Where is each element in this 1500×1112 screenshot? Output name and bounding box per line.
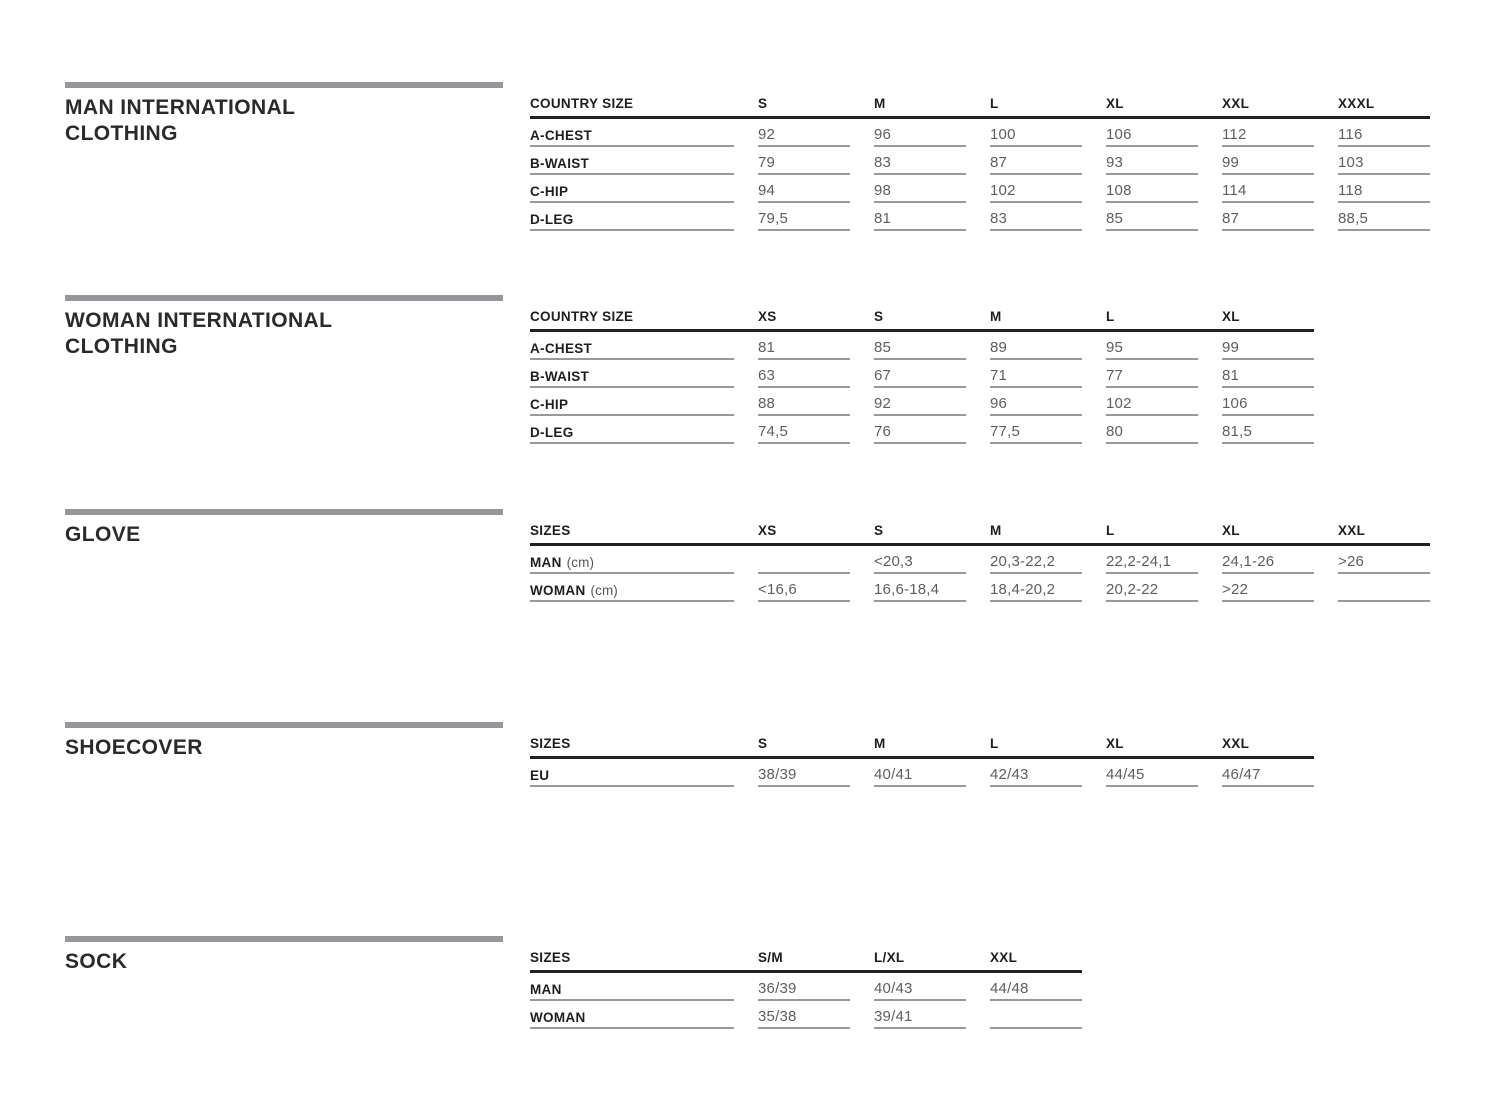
value-cell: 112	[1222, 119, 1314, 147]
table-header-row	[530, 305, 1314, 332]
row-label: B-WAIST	[530, 369, 590, 384]
value-cell: 79,5	[758, 203, 850, 231]
row-label-cell	[530, 175, 734, 203]
column-header: XS	[758, 523, 777, 538]
value-cell: 20,2-22	[1106, 574, 1198, 602]
column-header: XXL	[1222, 736, 1250, 751]
section-divider-bar	[65, 722, 503, 728]
section-glove	[65, 509, 1366, 598]
row-label: WOMAN	[530, 583, 586, 598]
value-cell: 71	[990, 360, 1082, 388]
row-label: C-HIP	[530, 397, 569, 412]
value-cell: 98	[874, 175, 966, 203]
value-cell: 39/41	[874, 1001, 966, 1029]
value-cell: >22	[1222, 574, 1314, 602]
section-title	[65, 95, 503, 147]
value-cell: 20,3-22,2	[990, 546, 1082, 574]
value-cell: 36/39	[758, 973, 850, 1001]
value-cell: 96	[874, 119, 966, 147]
column-header: XL	[1222, 523, 1240, 538]
value-cell: 79	[758, 147, 850, 175]
row-label: D-LEG	[530, 425, 574, 440]
value-cell: 81	[1222, 360, 1314, 388]
value-cell: 16,6-18,4	[874, 574, 966, 602]
value-cell	[1338, 574, 1430, 602]
section-title-line: CLOTHING	[65, 335, 178, 358]
value-cell: 102	[1106, 388, 1198, 416]
value-cell: 76	[874, 416, 966, 444]
column-header: S	[758, 96, 768, 111]
row-label: B-WAIST	[530, 156, 590, 171]
value-cell: 96	[990, 388, 1082, 416]
value-cell: 24,1-26	[1222, 546, 1314, 574]
value-cell: 99	[1222, 332, 1314, 360]
row-label: A-CHEST	[530, 128, 593, 143]
row-label-unit: (cm)	[566, 555, 595, 570]
value-cell: 89	[990, 332, 1082, 360]
value-cell: 81	[758, 332, 850, 360]
table-header-row	[530, 92, 1430, 119]
section-divider-bar	[65, 295, 503, 301]
table-row	[530, 119, 1430, 147]
value-cell: 103	[1338, 147, 1430, 175]
table-row	[530, 147, 1430, 175]
column-header: M	[990, 523, 1002, 538]
section-heading-block	[65, 936, 503, 975]
row-label-cell	[530, 973, 734, 1001]
value-cell: 44/48	[990, 973, 1082, 1001]
value-cell: 83	[874, 147, 966, 175]
table-header-row	[530, 946, 1082, 973]
value-cell: 67	[874, 360, 966, 388]
value-cell: 18,4-20,2	[990, 574, 1082, 602]
row-label: MAN	[530, 555, 562, 570]
value-cell: 99	[1222, 147, 1314, 175]
table-row	[530, 546, 1430, 574]
value-cell: 108	[1106, 175, 1198, 203]
row-label-cell	[530, 388, 734, 416]
value-cell: 35/38	[758, 1001, 850, 1029]
row-label: WOMAN	[530, 1010, 586, 1025]
column-header: L	[990, 96, 999, 111]
column-header: M	[990, 309, 1002, 324]
value-cell: 80	[1106, 416, 1198, 444]
value-cell: 85	[1106, 203, 1198, 231]
column-header: L	[1106, 523, 1115, 538]
section-sock	[65, 936, 1029, 1025]
row-label-cell	[530, 203, 734, 231]
value-cell: 85	[874, 332, 966, 360]
row-label-cell	[530, 360, 734, 388]
section-title-line: SOCK	[65, 950, 128, 973]
section-title-line: CLOTHING	[65, 122, 178, 145]
column-header: L	[1106, 309, 1115, 324]
column-header: S/M	[758, 950, 783, 965]
column-header: M	[874, 96, 886, 111]
value-cell: 81,5	[1222, 416, 1314, 444]
value-cell: 95	[1106, 332, 1198, 360]
table-header-label: SIZES	[530, 736, 571, 751]
table-header-label: COUNTRY SIZE	[530, 309, 634, 324]
row-label-cell	[530, 119, 734, 147]
value-cell	[990, 1001, 1082, 1029]
column-header: XXL	[1338, 523, 1366, 538]
value-cell: 116	[1338, 119, 1430, 147]
table-row	[530, 574, 1430, 602]
row-label-cell	[530, 1001, 734, 1029]
value-cell: 81	[874, 203, 966, 231]
value-cell: 94	[758, 175, 850, 203]
table-header-row	[530, 519, 1430, 546]
table-row	[530, 1001, 1082, 1029]
row-label-cell	[530, 332, 734, 360]
table-row	[530, 332, 1314, 360]
section-heading-block	[65, 509, 503, 548]
column-header: L/XL	[874, 950, 905, 965]
column-header: XL	[1106, 96, 1124, 111]
column-header: XXL	[1222, 96, 1250, 111]
section-title	[65, 949, 503, 975]
value-cell: 40/43	[874, 973, 966, 1001]
section-man-international-clothing	[65, 82, 1375, 227]
value-cell: <20,3	[874, 546, 966, 574]
column-header: L	[990, 736, 999, 751]
column-header: XL	[1106, 736, 1124, 751]
value-cell: 92	[874, 388, 966, 416]
table-header-label: SIZES	[530, 523, 571, 538]
column-header: XL	[1222, 309, 1240, 324]
row-label-unit: (cm)	[590, 583, 618, 598]
table-row	[530, 759, 1314, 787]
table-header-label: COUNTRY SIZE	[530, 96, 634, 111]
value-cell: 74,5	[758, 416, 850, 444]
column-header: XS	[758, 309, 777, 324]
section-title	[65, 735, 503, 761]
value-cell: 63	[758, 360, 850, 388]
table-row	[530, 360, 1314, 388]
table-header-row	[530, 732, 1314, 759]
section-title	[65, 522, 503, 548]
value-cell: <16,6	[758, 574, 850, 602]
row-label-cell	[530, 546, 734, 574]
row-label-cell	[530, 416, 734, 444]
section-title-line: MAN INTERNATIONAL	[65, 96, 296, 119]
section-divider-bar	[65, 509, 503, 515]
column-header: S	[874, 309, 884, 324]
value-cell: 88,5	[1338, 203, 1430, 231]
value-cell: 93	[1106, 147, 1198, 175]
value-cell: 77	[1106, 360, 1198, 388]
column-header: S	[758, 736, 768, 751]
table-row	[530, 973, 1082, 1001]
section-heading-block	[65, 82, 503, 147]
row-label: A-CHEST	[530, 341, 593, 356]
value-cell: 83	[990, 203, 1082, 231]
section-shoecover	[65, 722, 1261, 783]
value-cell: 118	[1338, 175, 1430, 203]
value-cell: 42/43	[990, 759, 1082, 787]
section-divider-bar	[65, 936, 503, 942]
table-row	[530, 203, 1430, 231]
size-table-woman-international-clothing	[530, 305, 1314, 444]
value-cell: >26	[1338, 546, 1430, 574]
value-cell: 114	[1222, 175, 1314, 203]
section-title-line: WOMAN INTERNATIONAL	[65, 309, 333, 332]
size-table-glove	[530, 519, 1430, 602]
table-row	[530, 388, 1314, 416]
column-header: XXXL	[1338, 96, 1375, 111]
column-header: M	[874, 736, 886, 751]
value-cell: 77,5	[990, 416, 1082, 444]
table-row	[530, 416, 1314, 444]
value-cell	[758, 546, 850, 574]
row-label: D-LEG	[530, 212, 574, 227]
section-woman-international-clothing	[65, 295, 1252, 440]
row-label-cell	[530, 759, 734, 787]
row-label-cell	[530, 574, 734, 602]
row-label-cell	[530, 147, 734, 175]
value-cell: 102	[990, 175, 1082, 203]
value-cell: 46/47	[1222, 759, 1314, 787]
size-table-man-international-clothing	[530, 92, 1430, 231]
value-cell: 106	[1222, 388, 1314, 416]
row-label: C-HIP	[530, 184, 569, 199]
section-title-line: SHOECOVER	[65, 736, 203, 759]
section-divider-bar	[65, 82, 503, 88]
value-cell: 44/45	[1106, 759, 1198, 787]
size-table-shoecover	[530, 732, 1314, 787]
section-title	[65, 308, 503, 360]
column-header: S	[874, 523, 884, 538]
value-cell: 38/39	[758, 759, 850, 787]
value-cell: 92	[758, 119, 850, 147]
section-title-line: GLOVE	[65, 523, 141, 546]
value-cell: 87	[1222, 203, 1314, 231]
value-cell: 100	[990, 119, 1082, 147]
value-cell: 22,2-24,1	[1106, 546, 1198, 574]
value-cell: 88	[758, 388, 850, 416]
size-table-sock	[530, 946, 1082, 1029]
section-heading-block	[65, 722, 503, 761]
value-cell: 106	[1106, 119, 1198, 147]
column-header: XXL	[990, 950, 1018, 965]
row-label: MAN	[530, 982, 562, 997]
table-row	[530, 175, 1430, 203]
row-label: EU	[530, 768, 550, 783]
table-header-label: SIZES	[530, 950, 571, 965]
section-heading-block	[65, 295, 503, 360]
value-cell: 87	[990, 147, 1082, 175]
value-cell: 40/41	[874, 759, 966, 787]
